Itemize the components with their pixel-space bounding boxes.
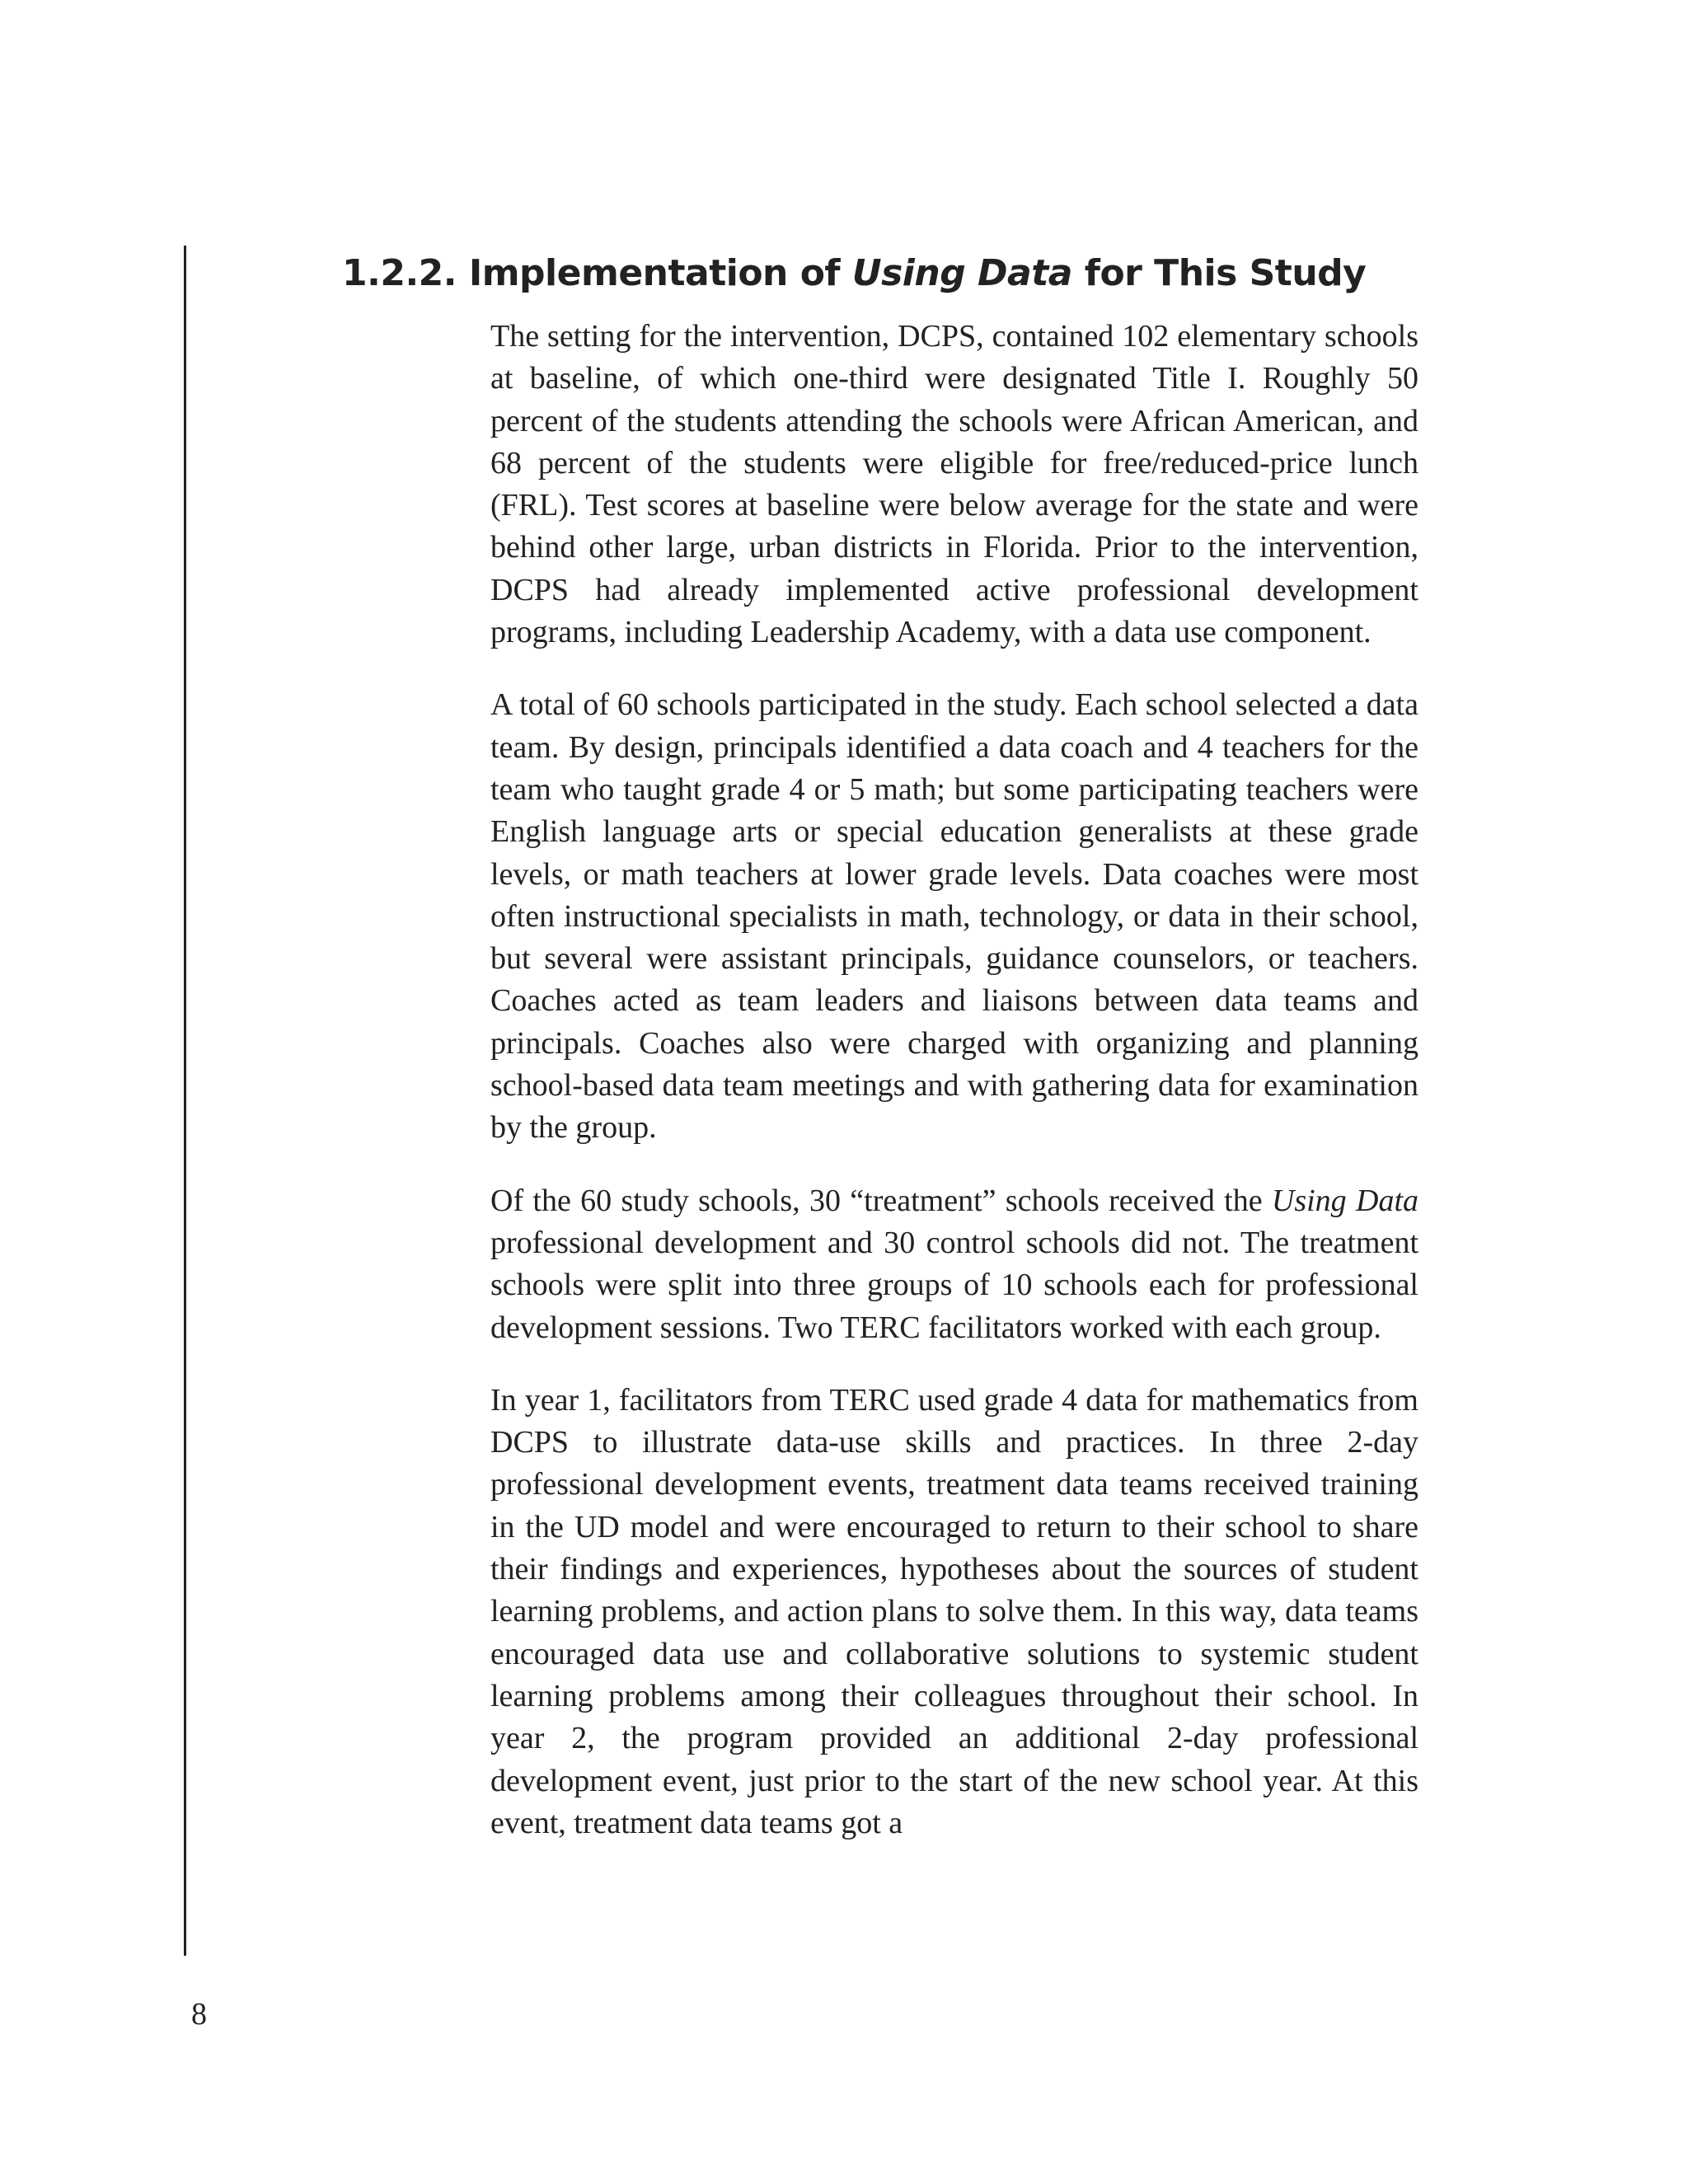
heading-text-pre: Implementation of	[468, 252, 841, 294]
paragraph-3-pre: Of the 60 study schools, 30 “treatment” schools received the	[490, 1183, 1263, 1218]
heading-number: 1.2.2.	[342, 252, 457, 294]
paragraph-3	[490, 1180, 1418, 1349]
paragraph-2: A total of 60 schools participated in the study. Each school selected a data team. By design, principals identified a data coach and 4 teachers for the team who taught grade 4 or 5 math; but some participating teachers were English language arts or special education generalists at these grade levels, or math teachers at lower grade levels. Data coaches were most often instructional specialists in math, technology, or data in their school, but several were assistant principals, guidance counselors, or teachers. Coaches acted as team leaders and liaisons between data teams and principals. Coaches also were charged with organizing and planning school-based data team meetings and with gathering data for examination by the group.	[490, 687, 1418, 1146]
margin-rule	[184, 246, 186, 1956]
heading-text-post: for This Study	[1084, 252, 1367, 294]
heading-text-italic: Using Data	[851, 252, 1072, 294]
body-text	[490, 316, 1418, 1875]
paragraph-3-post: professional development and 30 control schools did not. The treatment schools were split into three groups of 10 schools each for professional development sessions. Two TERC facilitators worked with each group.	[490, 1225, 1418, 1345]
paragraph-3-italic: Using Data	[1271, 1183, 1418, 1218]
section-heading	[342, 247, 1366, 300]
page-number: 8	[191, 1997, 207, 2032]
paragraph-1: The setting for the intervention, DCPS, contained 102 elementary schools at baseline, of which one-third were designated Title I. Roughly 50 percent of the students attending the schools were African American, and 68 percent of the students were eligible for free/reduced-price lunch (FRL). Test scores at baseline were below average for the state and were behind other large, urban districts in Florida. Prior to the intervention, DCPS had already implemented active professional development programs, including Leadership Academy, with a data use component.	[490, 319, 1418, 650]
paragraph-4: In year 1, facilitators from TERC used grade 4 data for mathematics from DCPS to illustrate data-use skills and practices. In three 2-day professional development events, treatment data teams received training in the UD model and were encouraged to return to their school to share their findings and experiences, hypotheses about the sources of student learning problems, and action plans to solve them. In this way, data teams encouraged data use and collaborative solutions to systemic student learning problems among their colleagues throughout their school. In year 2, the program provided an additional 2-day professional development event, just prior to the start of the new school year. At this event, treatment data teams got a	[490, 1382, 1418, 1840]
